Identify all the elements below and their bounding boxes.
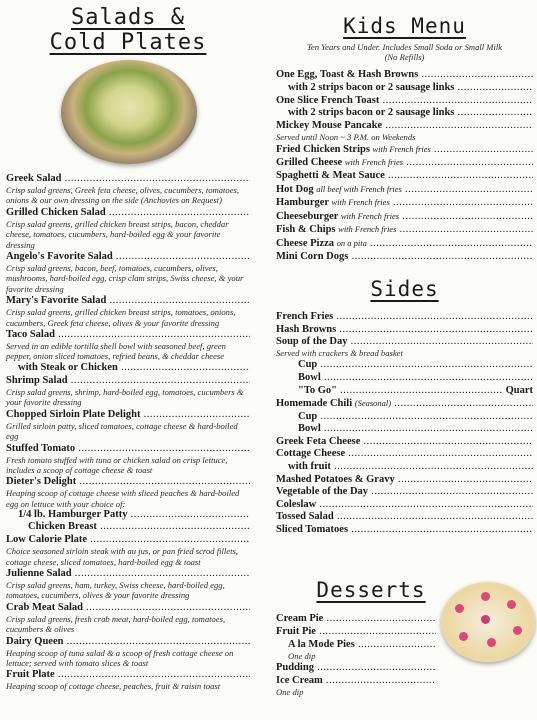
salad-item	[6, 329, 250, 374]
desserts-item-name	[276, 639, 436, 651]
sides-item-line	[276, 436, 533, 448]
salad-item-description: Heaping scoop of cottage cheese, peaches, fruit & raisin toast	[6, 681, 221, 692]
sides-item	[276, 372, 533, 384]
sides-item-suffix: Quart	[505, 384, 533, 396]
kids-item-name	[276, 251, 533, 263]
sides-item-name-text: "To Go"	[298, 384, 337, 396]
sides-item-name	[276, 486, 533, 498]
desserts-item	[276, 613, 436, 625]
sides-item-line	[276, 397, 533, 410]
kids-item-name	[276, 170, 533, 182]
salad-item	[6, 251, 250, 294]
salad-item-name	[6, 476, 250, 488]
sides-item-note-line: Served with crackers & bread basket	[276, 348, 403, 359]
kids-item-note: on a pita	[336, 237, 367, 248]
salad-item-description: Crisp salad greens, grilled chicken breast strips, tomatoes, onions, cucumbers, Greek feta cheese, olives & your favorite dressing	[6, 307, 236, 328]
desserts-item-name	[276, 626, 436, 638]
kids-item	[276, 143, 533, 156]
dessert-decoration	[455, 604, 464, 613]
salad-item	[6, 669, 250, 691]
kids-item-note: with French fries	[372, 143, 431, 154]
kids-item-name	[276, 143, 533, 156]
sides-item-name-text: Hash Browns	[276, 323, 337, 335]
sides-item-name	[276, 359, 533, 371]
sides-item-line	[276, 486, 533, 498]
salad-item-option-text: 1/4 lb. Hamburger Patty	[18, 509, 128, 521]
sides-item-name-text: Tossed Salad	[276, 511, 334, 523]
desserts-title-text: Desserts	[316, 578, 426, 603]
salad-item	[6, 207, 250, 250]
sides-item-name-text: French Fries	[276, 311, 334, 323]
kids-item-name-text: Grilled Cheese	[276, 157, 343, 169]
salad-items-list	[6, 173, 250, 692]
kids-item-name-text: One Slice French Toast	[276, 94, 380, 106]
salad-item-name	[6, 602, 250, 614]
sides-item	[276, 461, 533, 473]
desserts-item-note-line: One dip	[276, 687, 304, 698]
kids-item	[276, 107, 533, 119]
sides-item-line	[276, 524, 533, 536]
kids-item-name	[276, 210, 533, 223]
salad-item-description: Heaping scoop of cottage cheese with sliced peaches & hard-boiled egg on lettuce with your choice of:	[6, 488, 240, 509]
salad-item-name	[6, 534, 250, 546]
sides-item	[276, 359, 533, 371]
desserts-item-note-line: One dip	[288, 651, 316, 662]
salad-item-name	[6, 251, 250, 263]
kids-item-line	[276, 170, 533, 182]
kids-item-line	[276, 251, 533, 263]
sides-item-name-text: Homemade Chili	[276, 398, 353, 410]
sides-item	[276, 511, 533, 523]
salad-item-name	[6, 295, 250, 307]
salad-item-description: Heaping scoop of tuna salad & a scoop of fresh cottage cheese on lettuce; served with tomato slices & toast	[6, 647, 234, 668]
salad-item-description: Crisp salad greens, ham, turkey, Swiss cheese, hard-boiled egg, tomatoes, cucumbers, olives & your favorite dressing	[6, 579, 225, 601]
kids-subtitle	[276, 42, 533, 63]
dessert-decoration	[481, 592, 490, 601]
salad-item-name-text: Shrimp Salad	[6, 374, 68, 386]
salad-item	[6, 375, 250, 408]
sides-title	[276, 277, 533, 301]
kids-item-name	[276, 223, 533, 236]
kids-item-name	[276, 196, 533, 209]
sides-item-name	[276, 385, 503, 397]
sides-item-name-text: Greek Feta Cheese	[276, 435, 361, 447]
kids-item-name-text: Spaghetti & Meat Sauce	[276, 169, 385, 181]
kids-item-line	[276, 120, 533, 132]
salad-item	[6, 409, 250, 442]
desserts-item-name-text: Fruit Pie	[276, 626, 316, 638]
desserts-item	[276, 675, 436, 697]
kids-item-name-text: Cheeseburger	[276, 210, 339, 222]
sides-item-name-text: Mashed Potatoes & Gravy	[276, 473, 395, 485]
sides-item-name-text: Soup of the Day	[276, 336, 348, 348]
sides-item-name-text: Coleslaw	[276, 498, 317, 510]
sides-item-line	[276, 474, 533, 486]
salad-item-name	[6, 669, 250, 681]
salad-item	[6, 173, 250, 206]
sides-item-name	[276, 324, 533, 336]
salad-plate-photo	[61, 60, 197, 164]
kids-item-line	[276, 82, 533, 94]
sides-item-name	[276, 511, 533, 523]
kids-item	[276, 120, 533, 142]
salad-item-name-text: Mary's Favorite Salad	[6, 295, 107, 307]
kids-item-name-text: Mini Corn Dogs	[276, 250, 349, 262]
sides-item	[276, 385, 533, 397]
salad-item-name-text: Dairy Queen	[6, 635, 64, 647]
salad-item	[6, 636, 250, 669]
salad-item	[6, 476, 250, 533]
dessert-decoration	[481, 615, 490, 624]
desserts-item-name	[276, 675, 436, 687]
desserts-item-name-text: Pudding	[276, 662, 314, 674]
salad-item-name	[6, 568, 250, 580]
kids-item-name	[276, 95, 533, 107]
desserts-item-name	[276, 662, 436, 674]
kids-menu-title	[276, 14, 533, 38]
sides-item	[276, 448, 533, 460]
salad-item-name	[6, 375, 250, 387]
sides-item-line	[276, 423, 533, 435]
kids-subtitle-line1: Ten Years and Under. Includes Small Soda or Small Milk	[306, 42, 503, 52]
kids-item-name-text: Mickey Mouse Pancake	[276, 119, 383, 131]
salad-item	[6, 443, 250, 476]
sides-item-line	[276, 411, 533, 423]
sides-item-line	[276, 336, 533, 348]
sides-item-name	[276, 436, 533, 448]
kids-item-name-text: with 2 strips bacon or 2 sausage links	[288, 107, 455, 119]
sides-item	[276, 336, 533, 358]
kids-item	[276, 223, 533, 236]
kids-item	[276, 82, 533, 94]
kids-item-name	[276, 69, 533, 81]
sides-item-name	[276, 311, 533, 323]
sides-item-name	[276, 411, 533, 423]
dessert-decoration	[507, 600, 516, 609]
desserts-item-line	[276, 675, 436, 687]
sides-item-name-text: Cup	[298, 359, 318, 371]
kids-item-line	[276, 196, 533, 209]
sides-item-line	[276, 372, 533, 384]
sides-item-name-text: Cottage Cheese	[276, 448, 346, 460]
kids-item-line	[276, 237, 533, 250]
sides-item-name-text: Bowl	[298, 423, 321, 435]
desserts-item-line	[276, 613, 436, 625]
kids-item-line	[276, 223, 533, 236]
salad-item-description: Crisp salad greens, Greek feta cheese, olives, cucumbers, tomatoes, onions & our own dressing on the side (Anchovies on Request)	[6, 185, 240, 206]
kids-item-name-text: with 2 strips bacon or 2 sausage links	[288, 82, 455, 93]
kids-title-text: Kids Menu	[343, 14, 466, 38]
salad-item-option	[6, 521, 250, 533]
sides-item-name-text: Vegetable of the Day	[276, 486, 369, 498]
sides-item-name	[276, 448, 533, 460]
sides-item	[276, 499, 533, 511]
sides-title-text: Sides	[370, 276, 439, 301]
sides-item	[276, 411, 533, 423]
kids-item-line	[276, 210, 533, 223]
kids-item-note: with French fries	[338, 224, 397, 235]
sides-item-name	[276, 336, 533, 348]
sides-item	[276, 324, 533, 336]
kids-item-name-text: Fried Chicken Strips	[276, 143, 370, 155]
kids-item	[276, 183, 533, 196]
dessert-decoration	[513, 626, 522, 635]
sides-item-line	[276, 385, 533, 397]
kids-item	[276, 156, 533, 169]
kids-item-line	[276, 156, 533, 169]
dessert-items-list	[276, 613, 436, 698]
sides-item-name	[276, 397, 533, 410]
sides-item	[276, 311, 533, 323]
sides-item-name	[276, 372, 533, 384]
sides-item-line	[276, 499, 533, 511]
kids-item	[276, 196, 533, 209]
dessert-plate-photo	[441, 582, 535, 662]
sides-item	[276, 436, 533, 448]
kids-item-name-text: Hot Dog	[276, 183, 314, 195]
salad-item-name-text: Chopped Sirloin Plate Delight	[6, 408, 141, 420]
kids-item-name	[276, 82, 533, 94]
sides-item-line	[276, 324, 533, 336]
salads-title	[6, 5, 250, 55]
kids-item-name	[276, 156, 533, 169]
kids-item-name	[276, 183, 533, 196]
salad-item-description: Crisp salad greens, fresh crab meat, hard-boiled egg, tomatoes, cucumbers & olives	[6, 613, 226, 635]
sides-item	[276, 397, 533, 410]
kids-item	[276, 69, 533, 81]
sides-item-name	[276, 524, 533, 536]
salad-item-name	[6, 207, 250, 219]
sides-item-name	[276, 461, 533, 473]
sides-item-line	[276, 448, 533, 460]
sides-item-name-text: Cup	[298, 410, 318, 422]
salad-item-name-text: Grilled Chicken Salad	[6, 206, 106, 218]
salad-item-name-text: Fruit Plate	[6, 669, 55, 681]
salad-item	[6, 295, 250, 328]
salad-item	[6, 534, 250, 567]
kids-item-line	[276, 143, 533, 156]
salads-title-line2: Cold Plates	[49, 30, 207, 55]
salad-item-description: Crisp salad greens, grilled chicken breast strips, bacon, cheddar cheese, tomatoes, cucumbers, hard-boiled egg & your favorite dressing	[6, 218, 229, 250]
salad-item-name-text: Angelo's Favorite Salad	[6, 251, 113, 263]
sides-item	[276, 474, 533, 486]
salad-item	[6, 568, 250, 601]
kids-item-line	[276, 95, 533, 107]
salad-item-name-text: Greek Salad	[6, 173, 62, 184]
desserts-item-name-text: Ice Cream	[276, 675, 323, 687]
kids-item-note-line: Served until Noon ~ 3 P.M. on Weekends	[276, 131, 416, 142]
sides-item	[276, 423, 533, 435]
sides-item-line	[276, 511, 533, 523]
dessert-decoration	[459, 632, 468, 641]
sides-item-line	[276, 311, 533, 323]
kids-item-name-text: Hamburger	[276, 197, 329, 209]
sides-item-line	[276, 359, 533, 371]
sides-item-name-text: with fruit	[288, 461, 331, 473]
desserts-item	[276, 626, 436, 638]
desserts-item-line	[276, 639, 436, 651]
salad-item-option	[6, 362, 250, 374]
salad-item-name	[6, 636, 250, 648]
salads-title-line1: Salads &	[71, 5, 185, 30]
sides-item-name	[276, 474, 533, 486]
desserts-title	[276, 578, 466, 602]
salad-item-description: Grilled sirloin patty, sliced tomatoes, cottage cheese & hard-boiled egg	[6, 420, 238, 442]
sides-item	[276, 524, 533, 536]
kids-item-name	[276, 120, 533, 132]
salad-item	[6, 602, 250, 635]
salad-item-description: Served in an edible tortilla shell bowl with seasoned beef, green pepper, onion sliced tomatoes, refried beans, & cheddar cheese	[6, 341, 226, 362]
kids-items-list	[276, 69, 533, 262]
salad-item-description: Fresh tomato stuffed with tuna or chicken salad on crisp lettuce, includes a scoop of cottage cheese & toast	[6, 454, 228, 475]
salad-item-name-text: Dieter's Delight	[6, 476, 77, 488]
kids-item	[276, 237, 533, 250]
salad-item-option	[6, 509, 250, 521]
salad-item-name-text: Crab Meat Salad	[6, 601, 83, 613]
kids-item-note: with French fries	[340, 210, 400, 221]
sides-item-line	[276, 461, 533, 473]
salad-item-option-text: Chicken Breast	[28, 521, 97, 533]
kids-item-name-text: One Egg, Toast & Hash Browns	[276, 69, 419, 81]
sides-item-name	[276, 423, 533, 435]
salad-item-name-text: Julienne Salad	[6, 567, 72, 579]
dessert-decoration	[487, 638, 496, 647]
kids-item-note: with French fries	[344, 157, 404, 168]
salad-item-name	[6, 443, 250, 455]
kids-item-line	[276, 107, 533, 119]
sides-item-note: (Seasonal)	[354, 398, 392, 409]
kids-item-name-text: Cheese Pizza	[276, 237, 335, 249]
kids-item-name-text: Fish & Chips	[276, 224, 336, 236]
kids-item-name	[276, 237, 533, 250]
desserts-item-name-text: Cream Pie	[276, 613, 324, 625]
salad-item-name-text: Low Calorie Plate	[6, 534, 88, 546]
kids-item-line	[276, 183, 533, 196]
salad-item-description: Choice seasoned sirloin steak with au jus, or pan fried scrod fillets, cottage cheese, sliced tomatoes, hard-boiled egg & toast	[6, 546, 238, 567]
desserts-item-name-text: A la Mode Pies	[288, 639, 355, 651]
kids-item-name	[276, 107, 533, 119]
salad-item-name-text: Taco Salad	[6, 329, 55, 341]
salad-item-description: Crisp salad greens, bacon, beef, tomatoes, cucumbers, olives, mushrooms, hard-boiled egg, crisp clam strips, Swiss cheese, & your favorite dressing	[6, 263, 244, 294]
desserts-item-line	[276, 626, 436, 638]
kids-item-line	[276, 69, 533, 81]
kids-item	[276, 95, 533, 107]
salad-item-name-text: Stuffed Tomato	[6, 442, 76, 454]
kids-item	[276, 210, 533, 223]
salad-item-option-text: with Steak or Chicken	[18, 361, 118, 373]
salad-item-name	[6, 173, 250, 185]
desserts-item-line	[276, 662, 436, 674]
salad-item-name	[6, 329, 250, 341]
desserts-item	[276, 639, 436, 661]
sides-item-name-text: Sliced Tomatoes	[276, 524, 349, 536]
salad-item-description: Crisp salad greens, shrimp, hard-boiled egg, tomatoes, cucumbers & your favorite dressing	[6, 386, 244, 408]
kids-item	[276, 251, 533, 263]
salad-item-name	[6, 409, 250, 421]
kids-subtitle-line2: (No Refills)	[384, 52, 425, 63]
sides-item-name-text: Bowl	[298, 371, 321, 383]
kids-item-note: with French fries	[331, 197, 390, 208]
sides-item-name	[276, 499, 533, 511]
kids-item-note: all beef with French fries	[316, 183, 402, 194]
kids-item	[276, 170, 533, 182]
sides-item	[276, 486, 533, 498]
desserts-item	[276, 662, 436, 674]
desserts-item-name	[276, 613, 436, 625]
sides-items-list	[276, 311, 533, 536]
